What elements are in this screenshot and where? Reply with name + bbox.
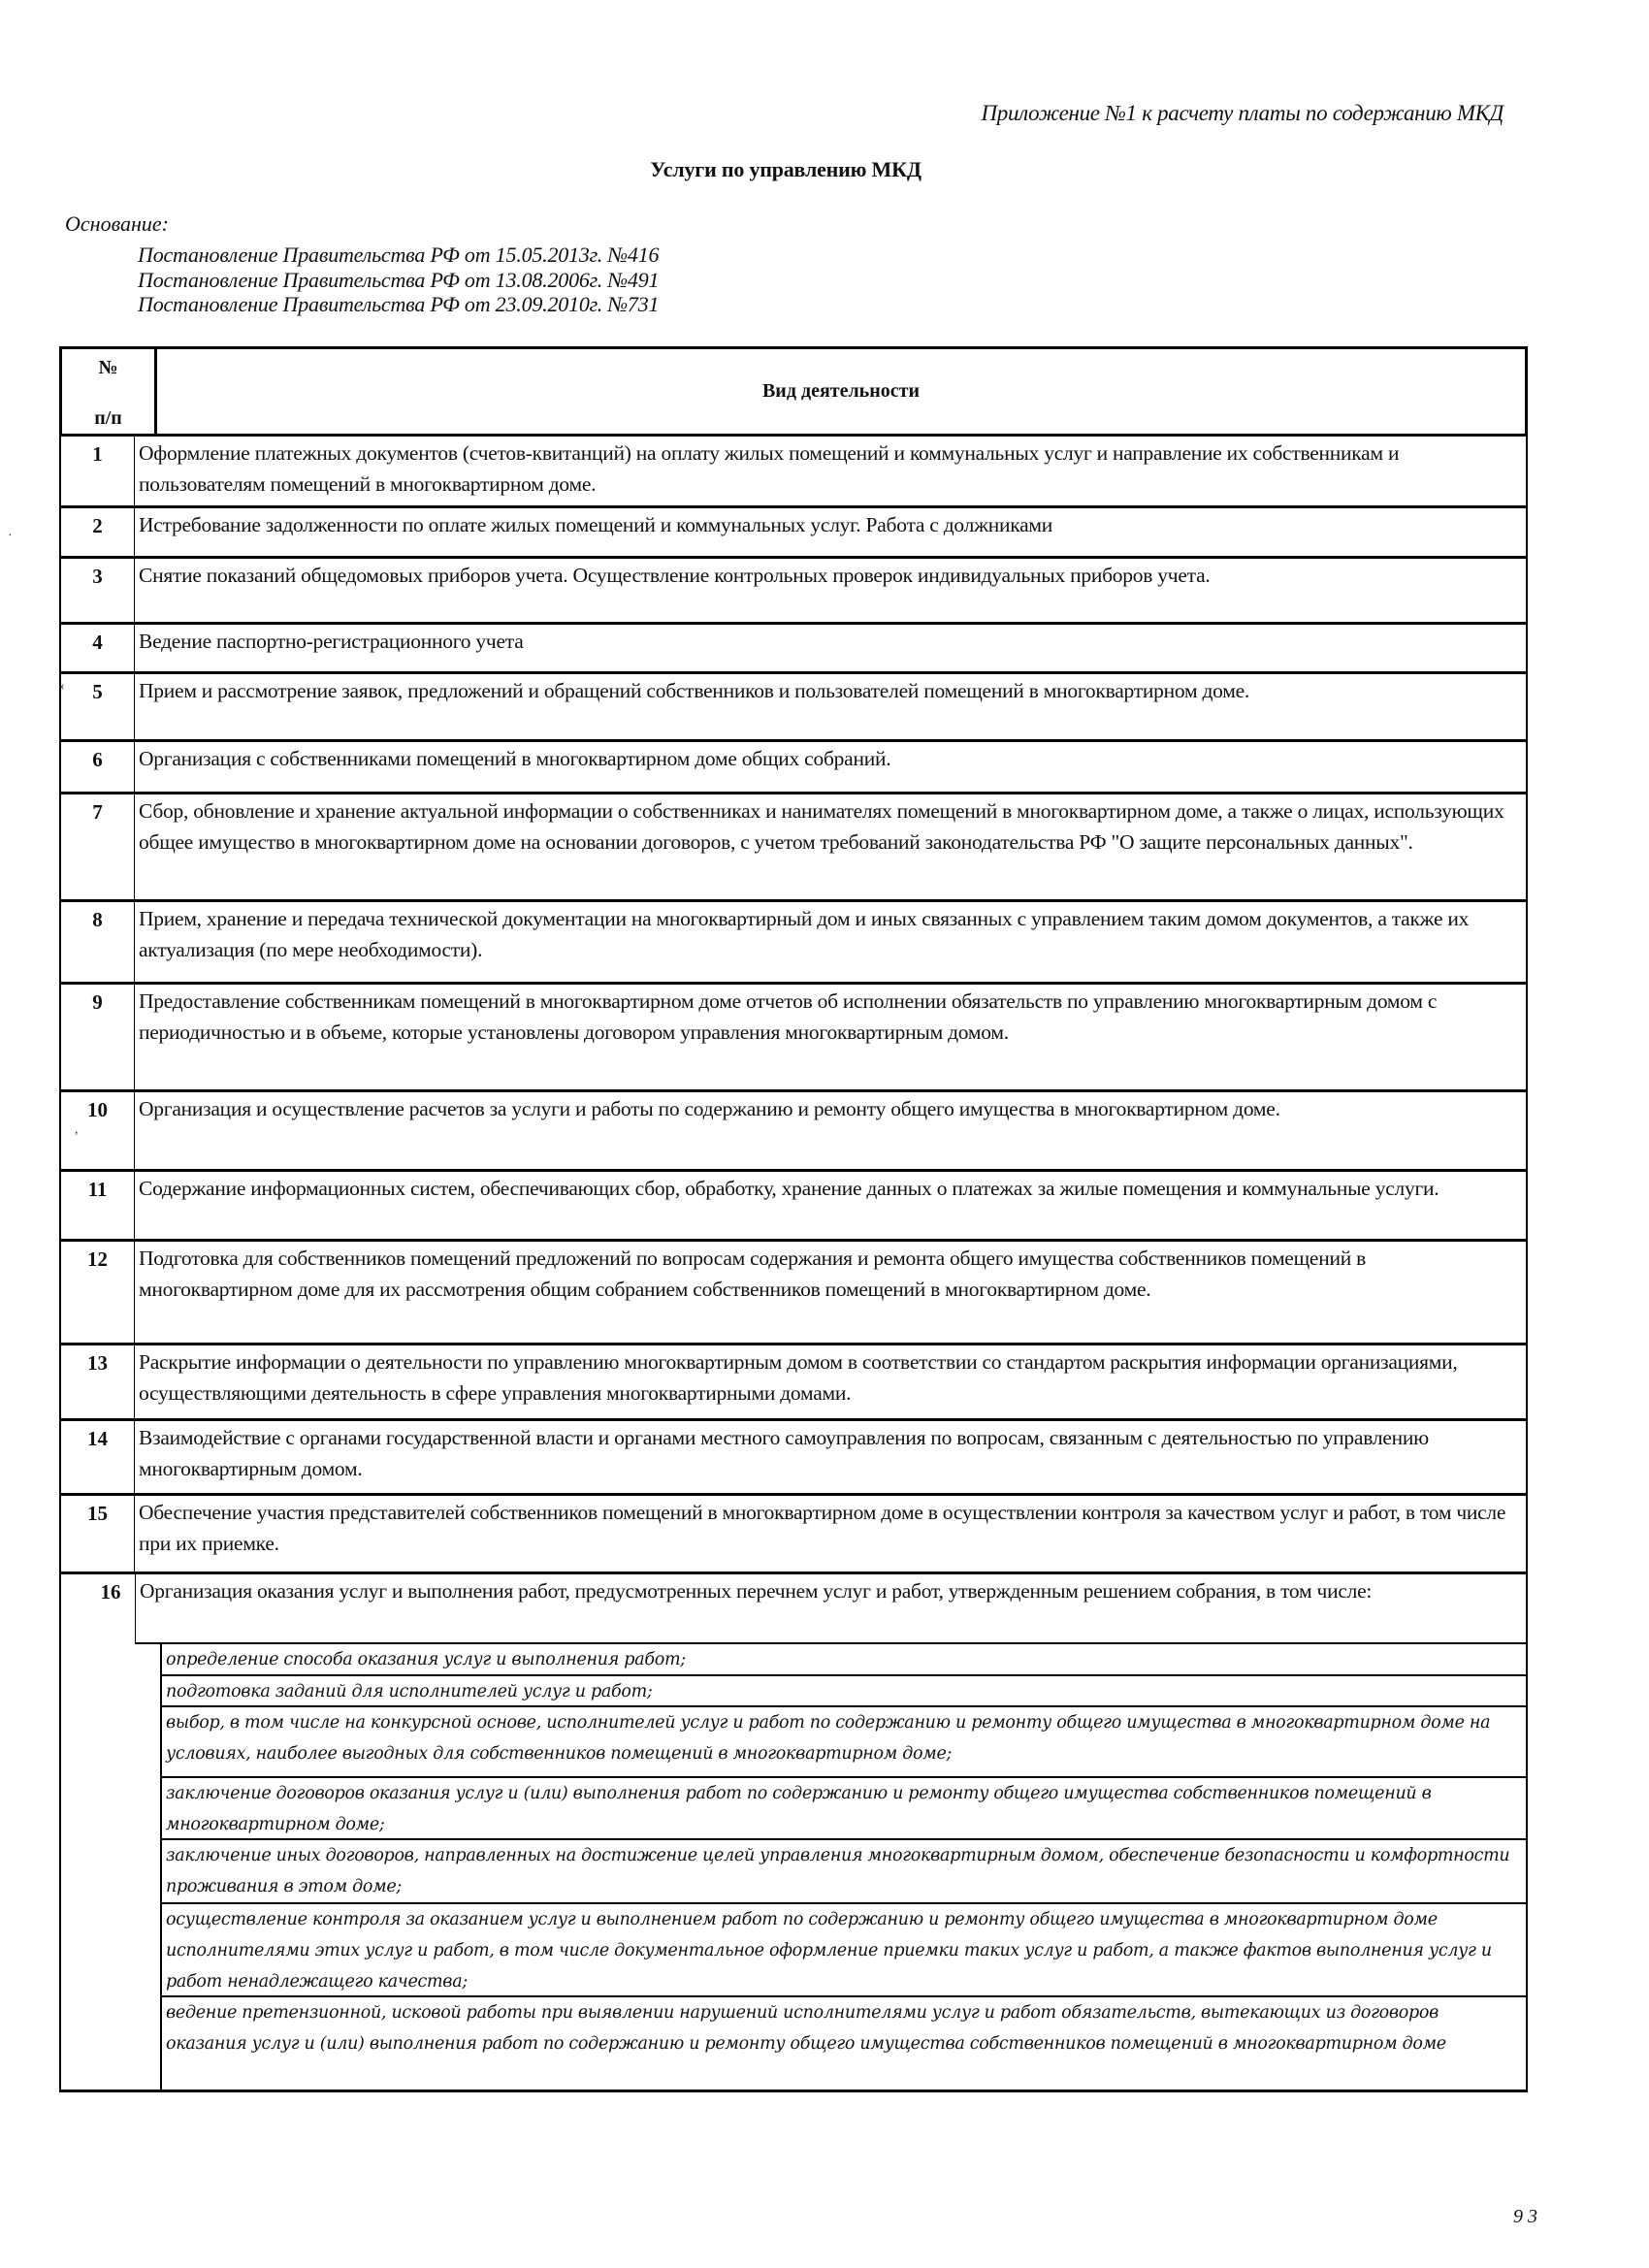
row-number: 12 bbox=[61, 1242, 135, 1343]
table-row bbox=[59, 1345, 1528, 1421]
table-row bbox=[59, 985, 1528, 1092]
number-sign: № bbox=[98, 357, 118, 378]
row-number: 11 bbox=[61, 1172, 135, 1239]
row-number: 3 bbox=[61, 559, 135, 622]
row-text: Взаимодействие с органами государственной власти и органами местного самоуправления по вопросам, связанным с деятельностью по управлению многоквартирным домом. bbox=[139, 1426, 1429, 1480]
basis-item: Постановление Правительства РФ от 15.05.2013г. №416 bbox=[138, 243, 660, 267]
table-row bbox=[59, 437, 1528, 508]
table-row bbox=[59, 742, 1528, 794]
subitem: определение способа оказания услуг и выполнения работ; bbox=[160, 1644, 1526, 1676]
basis-item: Постановление Правительства РФ от 13.08.2006г. №491 bbox=[138, 267, 660, 292]
table-row bbox=[59, 674, 1528, 742]
row-text: Прием, хранение и передача технической документации на многоквартирный дом и иных связанных с управлением таким домом документов, а также их актуализация (по мере необходимости). bbox=[139, 907, 1470, 961]
table-row bbox=[59, 902, 1528, 985]
scan-mark: ‹ bbox=[60, 679, 65, 694]
row-text: Ведение паспортно-регистрационного учета bbox=[139, 630, 524, 653]
subitem: подготовка заданий для исполнителей услуг и работ; bbox=[160, 1676, 1526, 1707]
row-text: Сбор, обновление и хранение актуальной информации о собственниках и нанимателях помещений в многоквартирном доме, а также о лицах, использующих общее имущество в многоквартирном доме на основании договоров, с учетом требований законодательства РФ "О защите персональных данных". bbox=[139, 799, 1504, 854]
subitem: выбор, в том числе на конкурсной основе, исполнителей услуг и работ по содержанию и ремонту общего имущества в многоквартирном доме на условиях, наиболее выгодных для собственников помещений в многоквартирном доме; bbox=[160, 1707, 1526, 1778]
row-number: 2 bbox=[61, 508, 135, 556]
basis-label: Основание: bbox=[65, 211, 169, 236]
row-number: 16 bbox=[100, 1580, 121, 1604]
basis-item: Постановление Правительства РФ от 23.09.2010г. №731 bbox=[138, 292, 660, 316]
row-text: Организация с собственниками помещений в многоквартирном доме общих собраний. bbox=[139, 747, 891, 770]
row-text: Раскрытие информации о деятельности по управлению многоквартирным домом в соответствии со стандартом раскрытия информации организациями, осуществляющими деятельность в сфере управления многоквартирными домами. bbox=[139, 1350, 1458, 1405]
row-number: 8 bbox=[61, 902, 135, 982]
subitem: заключение иных договоров, направленных на достижение целей управления многоквартирным домом, обеспечение безопасности и комфортности проживания в этом доме; bbox=[160, 1840, 1526, 1904]
table-row bbox=[59, 1172, 1528, 1242]
column-header-activity: Вид деятельности bbox=[761, 380, 921, 402]
table-row-16 bbox=[59, 1574, 1528, 2092]
row-text: Снятие показаний общедомовых приборов учета. Осуществление контрольных проверок индивидуальных приборов учета. bbox=[139, 564, 1211, 587]
table-row bbox=[59, 1496, 1528, 1574]
row-number: 4 bbox=[61, 625, 135, 671]
row-number: 13 bbox=[61, 1345, 135, 1418]
row-number: 9 bbox=[61, 985, 135, 1089]
row-text: Обеспечение участия представителей собственников помещений в многоквартирном доме в осуществлении контроля за качеством услуг и работ, в том числе при их приемке. bbox=[139, 1501, 1506, 1555]
table-row bbox=[59, 508, 1528, 559]
table-row bbox=[59, 625, 1528, 674]
row-number: 5 bbox=[61, 674, 135, 739]
table-row bbox=[59, 794, 1528, 902]
basis-list bbox=[138, 243, 659, 317]
table-row bbox=[59, 1421, 1528, 1496]
row-16-content bbox=[140, 1574, 1526, 2090]
table-row bbox=[59, 1242, 1528, 1345]
table-body bbox=[59, 437, 1528, 1574]
number-abbrev: п/п bbox=[94, 407, 122, 429]
scan-speck: · bbox=[8, 529, 13, 543]
subitem: заключение договоров оказания услуг и (или) выполнения работ по содержанию и ремонту общего имущества собственников помещений в многоквартирном доме; bbox=[160, 1778, 1526, 1840]
row-text: Прием и рассмотрение заявок, предложений и обращений собственников и пользователей помещений в многоквартирном доме. bbox=[139, 679, 1249, 702]
row-text: Организация оказания услуг и выполнения работ, предусмотренных перечнем услуг и работ, утвержденным решением собрания, в том числе: bbox=[135, 1574, 1526, 1644]
table-header bbox=[59, 346, 1528, 437]
services-table bbox=[59, 346, 1528, 2092]
row-number: 15 bbox=[61, 1496, 135, 1571]
row-number: 6 bbox=[61, 742, 135, 792]
page-number-fragment: 9 3 bbox=[1513, 2206, 1537, 2227]
column-header-number bbox=[62, 349, 157, 434]
table-row bbox=[59, 1092, 1528, 1172]
subitem: осуществление контроля за оказанием услуг и выполнением работ по содержанию и ремонту общего имущества в многоквартирном доме исполнителями этих услуг и работ, в том числе документальное оформление приемки таких услуг и работ, а также фактов выполнения услуг и работ ненадлежащего качества; bbox=[160, 1904, 1526, 1997]
row-number: 1 bbox=[61, 437, 135, 505]
subitem: ведение претензионной, исковой работы при выявлении нарушений исполнителями услуг и работ обязательств, вытекающих из договоров оказания услуг и (или) выполнения работ по содержанию и ремонту общего имущества собственников помещений в многоквартирном доме bbox=[160, 1997, 1526, 2090]
row-text: Истребование задолженности по оплате жилых помещений и коммунальных услуг. Работа с должниками bbox=[139, 513, 1052, 536]
row-number: 7 bbox=[61, 794, 135, 899]
row-text: Оформление платежных документов (счетов-квитанций) на оплату жилых помещений и коммунальных услуг и направление их собственникам и пользователям помещений в многоквартирном доме. bbox=[139, 441, 1400, 496]
appendix-note: Приложение №1 к расчету платы по содержанию МКД bbox=[981, 101, 1504, 125]
table-row bbox=[59, 559, 1528, 625]
row-text: Организация и осуществление расчетов за услуги и работы по содержанию и ремонту общего имущества в многоквартирном доме. bbox=[139, 1097, 1280, 1120]
document-title: Услуги по управлению МКД bbox=[650, 157, 922, 181]
row-number: 10 bbox=[61, 1092, 135, 1169]
row-text: Подготовка для собственников помещений предложений по вопросам содержания и ремонта общего имущества собственников помещений в многоквартирном доме для их рассмотрения общим собранием собственников помещений в многоквартирном доме. bbox=[139, 1247, 1366, 1301]
subitem-list bbox=[160, 1644, 1526, 2090]
row-number: 14 bbox=[61, 1421, 135, 1493]
row-text: Содержание информационных систем, обеспечивающих сбор, обработку, хранение данных о платежах за жилые помещения и коммунальные услуги. bbox=[139, 1177, 1439, 1200]
scan-speck: , bbox=[75, 1122, 79, 1137]
row-text: Предоставление собственникам помещений в многоквартирном доме отчетов об исполнении обязательств по управлению многоквартирным домом с периодичностью и в объеме, которые установлены договором управления многоквартирным домом. bbox=[139, 989, 1438, 1044]
